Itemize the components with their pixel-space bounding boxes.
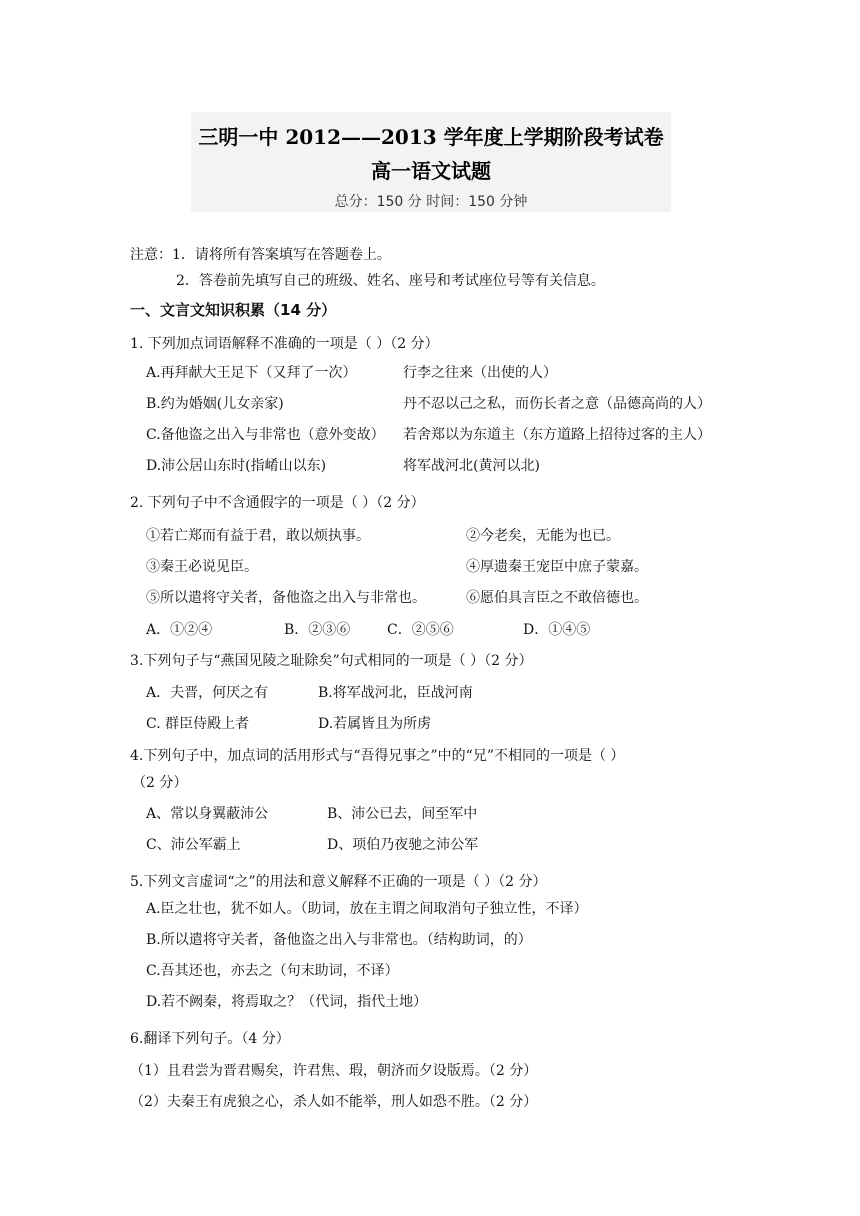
note-line-2: 2．答卷前先填写自己的班级、姓名、座号和考试座位号等有关信息。 <box>176 273 605 289</box>
q2-sentence-4: ④厚遗秦王宠臣中庶子蒙嘉。 <box>466 559 648 575</box>
q1-option-a-right: 行李之往来（出使的人） <box>403 365 557 381</box>
q2-option-d: D．①④⑤ <box>523 622 591 638</box>
q3-option-c: C. 群臣侍殿上者 <box>146 716 250 732</box>
q4-option-c: C、沛公军霸上 <box>146 837 241 853</box>
q1-option-c-left: C.备他盗之出入与非常也（意外变故） <box>146 427 385 443</box>
q6-stem: 6.翻译下列句子。（4 分） <box>130 1031 290 1047</box>
q2-sentence-3: ③秦王必说见臣。 <box>146 559 258 575</box>
q5-option-c: C.吾其还也，亦去之（句末助词，不译） <box>146 963 399 979</box>
q2-option-a: A．①②④ <box>146 622 213 638</box>
exam-subtitle: 高一语文试题 <box>371 159 491 183</box>
q2-sentence-6: ⑥愿伯具言臣之不敢倍德也。 <box>466 590 648 606</box>
q3-option-a: A．夫晋，何厌之有 <box>146 685 269 701</box>
q1-option-b-right: 丹不忍以己之私，而伤长者之意（品德高尚的人） <box>403 396 711 412</box>
q4-option-b: B、沛公已去，间至军中 <box>327 806 478 822</box>
q1-stem: 1. 下列加点词语解释不准确的一项是（ ）（2 分） <box>130 336 439 352</box>
q1-option-a-left: A.再拜献大王足下（又拜了一次） <box>146 365 357 381</box>
q1-option-b-left: B.约为婚姻(儿女亲家) <box>146 396 284 412</box>
q2-sentence-2: ②今老矣，无能为也已。 <box>466 528 620 544</box>
q5-stem: 5.下列文言虚词“之”的用法和意义解释不正确的一项是（ ）（2 分） <box>130 874 547 890</box>
q3-option-d: D.若属皆且为所虏 <box>318 716 432 732</box>
q6-sentence-2: （2）夫秦王有虎狼之心，杀人如不能举，刑人如恐不胜。（2 分） <box>130 1094 538 1110</box>
section-heading: 一、文言文知识积累（14 分） <box>130 301 337 319</box>
q4-stem: 4.下列句子中，加点词的活用形式与“吾得兄事之”中的“兄”不相同的一项是（ ） <box>130 748 625 764</box>
q5-option-d: D.若不阙秦，将焉取之？（代词，指代土地） <box>146 994 428 1010</box>
note-line-1: 注意：1．请将所有答案填写在答题卷上。 <box>130 247 391 263</box>
q5-option-b: B.所以遣将守关者，备他盗之出入与非常也。（结构助词，的） <box>146 932 532 948</box>
q3-option-b: B.将军战河北，臣战河南 <box>318 685 473 701</box>
q3-stem: 3.下列句子与“燕国见陵之耻除矣”句式相同的一项是（ ）（2 分） <box>130 653 533 669</box>
q1-option-d-right: 将军战河北(黄河以北) <box>403 458 540 474</box>
q4-score: （2 分） <box>132 775 188 791</box>
q2-option-b: B．②③⑥ <box>284 622 351 638</box>
q2-sentence-1: ①若亡郑而有益于君，敢以烦执事。 <box>146 528 370 544</box>
exam-title: 三明一中 2012——2013 学年度上学期阶段考试卷 <box>198 125 664 149</box>
q4-option-a: A、常以身翼蔽沛公 <box>146 806 269 822</box>
q1-option-d-left: D.沛公居山东时(指崤山以东) <box>146 458 327 474</box>
exam-meta: 总分：150 分 时间：150 分钟 <box>334 194 528 210</box>
q5-option-a: A.臣之壮也，犹不如人。（助词，放在主谓之间取消句子独立性，不译） <box>146 901 588 917</box>
q2-option-c: C．②⑤⑥ <box>387 622 454 638</box>
q4-option-d: D、项伯乃夜驰之沛公军 <box>327 837 479 853</box>
q2-stem: 2. 下列句子中不含通假字的一项是（ ）（2 分） <box>130 495 425 511</box>
q1-option-c-right: 若舍郑以为东道主（东方道路上招待过客的主人） <box>403 427 711 443</box>
q2-sentence-5: ⑤所以遣将守关者，备他盗之出入与非常也。 <box>146 590 426 606</box>
q6-sentence-1: （1）且君尝为晋君赐矣，许君焦、瑕，朝济而夕设版焉。（2 分） <box>130 1063 538 1079</box>
